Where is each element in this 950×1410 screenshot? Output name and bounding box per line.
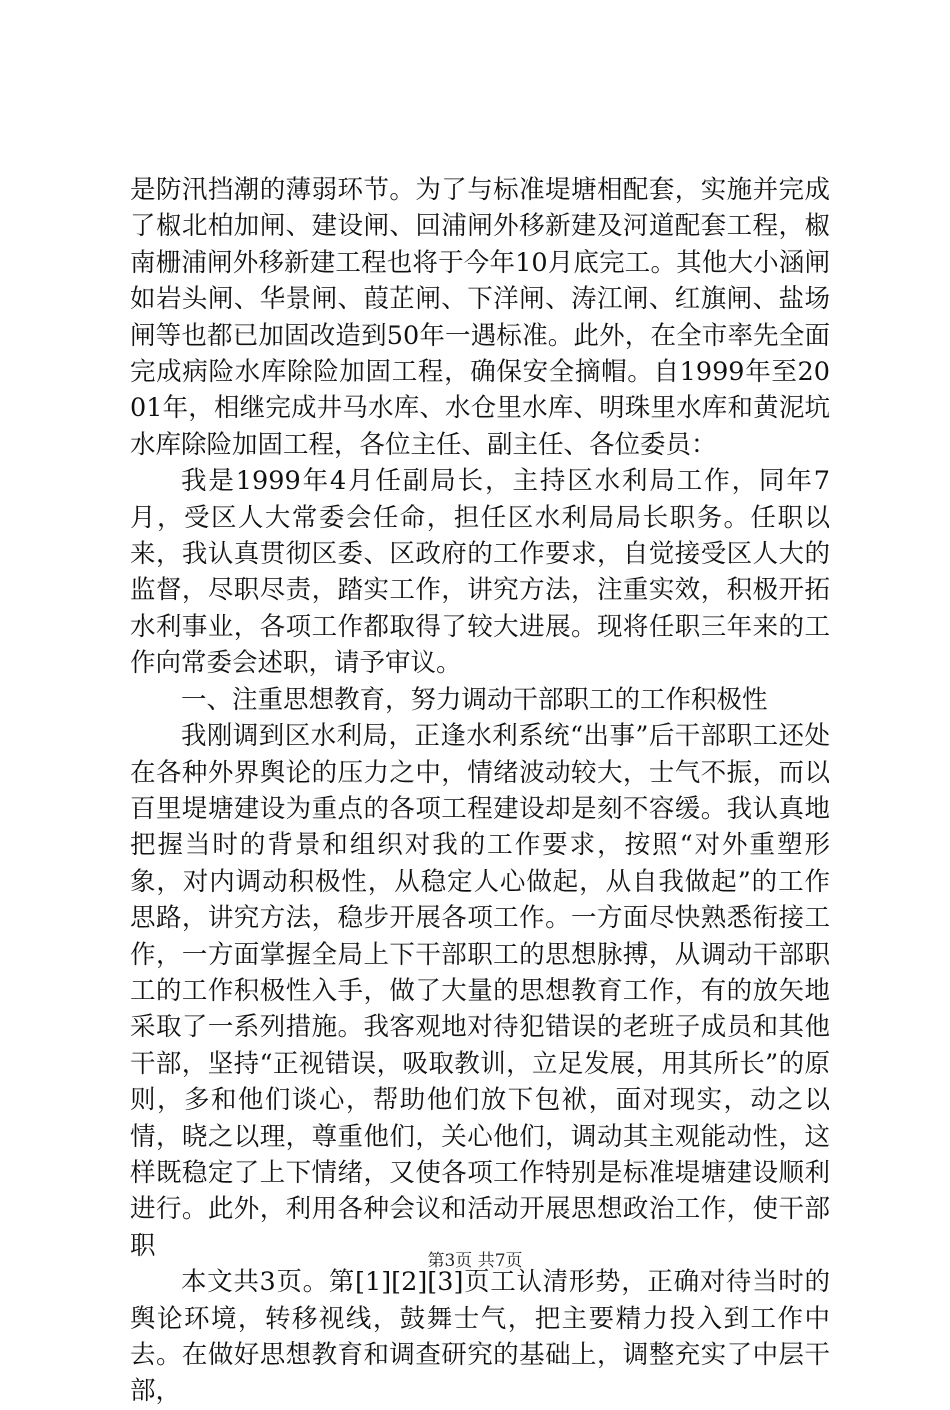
page-footer: 第3页 共7页 [427,1251,523,1271]
section-heading-1: 一、注重思想教育，努力调动干部职工的工作积极性 [181,684,768,715]
paragraph-1: 是防汛挡潮的薄弱环节。为了与标准堤塘相配套，实施并完成了椒北柏加闸、建设闸、回浦闸外移新建及河道配套工程，椒南栅浦闸外移新建工程也将于今年10月底完工。其他大小涵闸如岩头闸、华景闸、葭芷闸、下洋闸、涛江闸、红旗闸、盐场闸等也都已加固改造到50年一遇标准。此外，在全市率先全面完成病险水库除险加固工程，确保安全摘帽。自1999年至2001年，相继完成井马水库、水仓里水库、明珠里水库和黄泥坑水库除险加固工程，各位主任、副主任、各位委员： [130,175,830,460]
paragraph-4: 本文共3页。第[1][2][3]页工认清形势，正确对待当时的舆论环境，转移视线，鼓舞士气，把主要精力投入到工作中去。在做好思想教育和调查研究的基础上，调整充实了中层干部， [130,1267,830,1407]
paragraph-2: 我是1999年4月任副局长，主持区水利局工作，同年7月，受区人大常委会任命，担任区水利局局长职务。任职以来，我认真贯彻区委、区政府的工作要求，自觉接受区人大的监督，尽职尽责，踏实工作，讲究方法，注重实效，积极开拓水利事业，各项工作都取得了较大进展。现将任职三年来的工作向常委会述职，请予审议。 [130,466,830,679]
document-body [130,172,830,1410]
paragraph-3: 我刚调到区水利局，正逢水利系统“出事”后干部职工还处在各种外界舆论的压力之中，情绪波动较大，士气不振，而以百里堤塘建设为重点的各项工程建设却是刻不容缓。我认真地把握当时的背景和组织对我的工作要求，按照“对外重塑形象，对内调动积极性，从稳定人心做起，从自我做起”的工作思路，讲究方法，稳步开展各项工作。一方面尽快熟悉衔接工作，一方面掌握全局上下干部职工的思想脉搏，从调动干部职工的工作积极性入手，做了大量的思想教育工作，有的放矢地采取了一系列措施。我客观地对待犯错误的老班子成员和其他干部，坚持“正视错误，吸取教训，立足发展，用其所长”的原则，多和他们谈心，帮助他们放下包袱，面对现实，动之以情，晓之以理，尊重他们，关心他们，调动其主观能动性，这样既稳定了上下情绪，又使各项工作特别是标准堤塘建设顺利进行。此外，利用各种会议和活动开展思想政治工作，使干部职 [130,721,830,1261]
